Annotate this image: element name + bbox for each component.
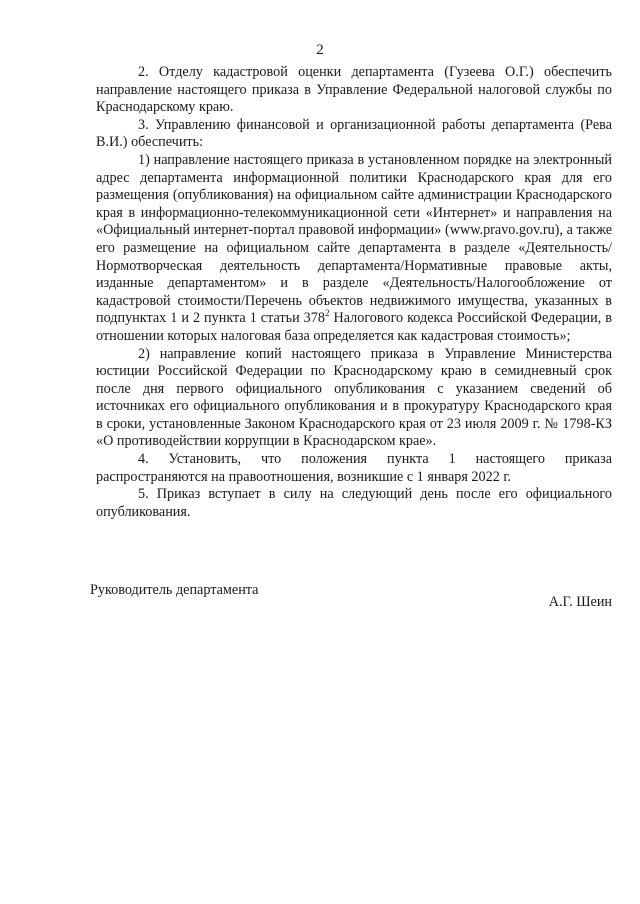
paragraph-3-item-2: 2) направление копий настоящего приказа в Управление Министерства юстиции Российской Федерации по Краснодарскому краю в семидневный срок после дня первого официального опубликования с указанием сведений об источниках его официального опубликования и в прокуратуру Краснодарского края в сроки, установленные Законом Краснодарского края от 23 июля 2009 г. № 1798-КЗ «О противодействии коррупции в Краснодарском крае». xyxy=(96,345,612,450)
paragraph-3: 3. Управлению финансовой и организационной работы департамента (Рева В.И.) обеспечить: xyxy=(96,116,612,151)
paragraph-3-item-1 xyxy=(96,152,612,346)
signature-title: Руководитель департамента xyxy=(90,582,259,598)
page-number: 2 xyxy=(316,42,324,58)
paragraph-4: 4. Установить, что положения пункта 1 настоящего приказа распространяются на правоотношения, возникшие с 1 января 2022 г. xyxy=(96,451,612,485)
article-superscript: 2 xyxy=(324,308,330,319)
paragraph-3-item-1-tail: Налогового кодекса Российской Федерации, в отношении которых налоговая база определяется как кадастровая стоимость»; xyxy=(96,310,612,344)
paragraph-5: 5. Приказ вступает в силу на следующий день после его официального опубликования. xyxy=(96,486,612,520)
paragraph-2: 2. Отделу кадастровой оценки департамента (Гузеева О.Г.) обеспечить направление настоящего приказа в Управление Федеральной налоговой службы по Краснодарскому краю. xyxy=(96,64,612,116)
signature-name: А.Г. Шеин xyxy=(548,594,612,610)
document-body xyxy=(96,64,612,521)
signature-block xyxy=(90,582,612,622)
paragraph-3-item-1-text: 1) направление настоящего приказа в установленном порядке на электронный адрес департамента информационной политики Краснодарского края для его размещения (опубликования) на официальном сайте администрации Краснодарского края в информационно-телекоммуникационной сети «Интернет» и направления на «Официальный интернет-портал правовой информации» (www.pravo.gov.ru), а также его размещение на официальном сайте департамента в разделе «Деятельность/Нормотворческая деятельность департамента/Нормативные правовые акты, изданные департаментом» и в разделе «Деятельность/Налогообложение от кадастровой стоимости/Перечень объектов недвижимого имущества, указанных в подпунктах 1 и 2 пункта 1 статьи 378 xyxy=(96,151,612,327)
